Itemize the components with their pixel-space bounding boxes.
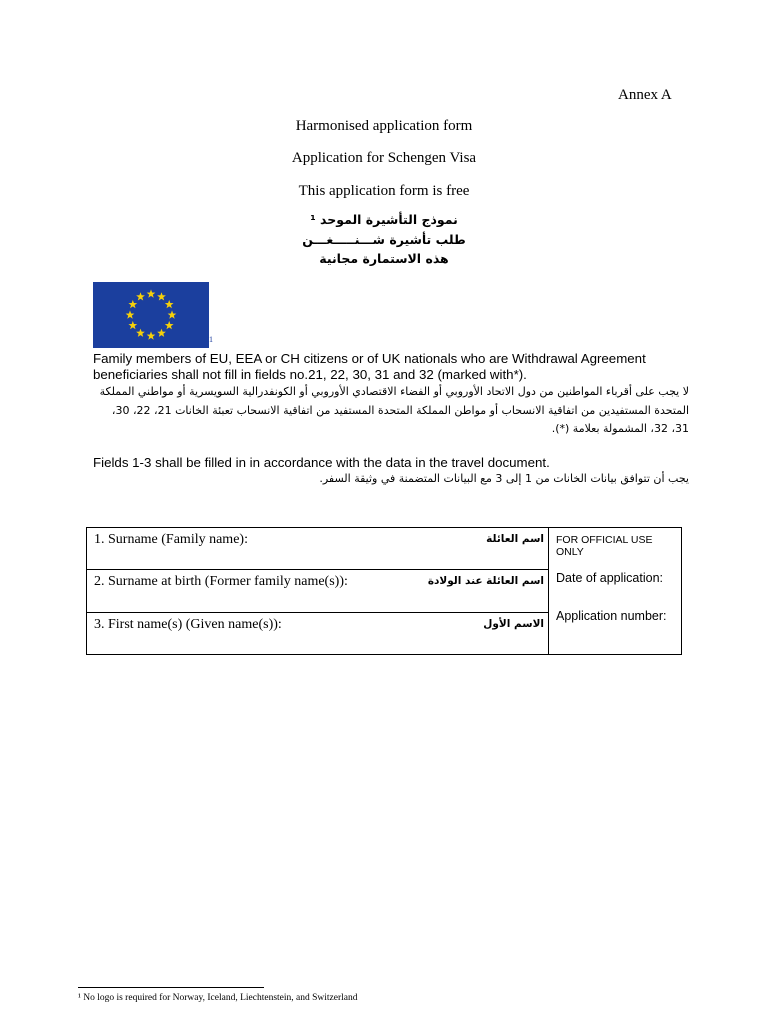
footnote: ¹ No logo is required for Norway, Iceland, Liechtenstein, and Switzerland [78, 993, 358, 1003]
applicant-fields [87, 528, 549, 654]
annex-label: Annex A [618, 87, 672, 103]
date-of-application-label: Date of application: [556, 571, 664, 585]
official-use-title: FOR OFFICIAL USE ONLY [556, 534, 653, 558]
travel-document-notice: Fields 1-3 shall be filled in in accordance with the data in the travel document. [93, 455, 550, 470]
arabic-title: نموذج التأشيرة الموحد ¹ [310, 212, 458, 227]
flag-footnote-mark: 1 [209, 335, 213, 344]
first-name-label: 3. First name(s) (Given name(s)): [94, 617, 282, 632]
eu-flag-icon [93, 282, 209, 348]
surname-label: 1. Surname (Family name): [94, 532, 248, 547]
family-members-notice: Family members of EU, EEA or CH citizens or of UK nationals who are Withdrawal Agreement beneficiaries shall not fill in fields no.21, 22, 30, 31 and 32 (marked with*). [93, 351, 646, 382]
surname-at-birth-label-arabic: اسم العائلة عند الولادة [427, 575, 544, 587]
form-title: Harmonised application form [295, 118, 473, 134]
applicant-form-table [86, 527, 682, 655]
surname-field[interactable] [87, 528, 548, 570]
form-subtitle: Application for Schengen Visa [291, 150, 477, 166]
surname-at-birth-label: 2. Surname at birth (Former family name(s)): [94, 574, 348, 589]
free-notice: This application form is free [298, 183, 470, 199]
travel-document-notice-arabic: يجب أن تتوافق بيانات الخانات من 1 إلى 3 مع البيانات المتضمنة في وثيقة السفر. [319, 472, 689, 485]
arabic-free-notice: هذه الاستمارة مجانية [319, 251, 449, 266]
first-name-label-arabic: الاسم الأول [483, 618, 544, 630]
surname-label-arabic: اسم العائلة [486, 533, 544, 545]
surname-at-birth-field[interactable] [87, 570, 548, 613]
first-name-field[interactable] [87, 613, 548, 654]
official-use-box [549, 528, 681, 654]
arabic-subtitle: طلب تأشيرة شـــنـــــغـــن [302, 232, 466, 247]
footnote-divider [78, 987, 264, 988]
application-number-label: Application number: [556, 609, 667, 623]
family-members-notice-arabic: لا يجب على أقرباء المواطنين من دول الاتحاد الأوروبي أو الفضاء الاقتصادي الأوروبي أو الكونفدرالية السويسرية أو مواطني المملكة المتحدة المستفيدين من اتفاقية الانسحاب أو مواطن المملكة المتحدة المستفيد من اتفاقية الانسحاب تعبئة الخانات 21، 22، 30، 31، 32، المشمولة بعلامة (*). [99, 385, 689, 435]
